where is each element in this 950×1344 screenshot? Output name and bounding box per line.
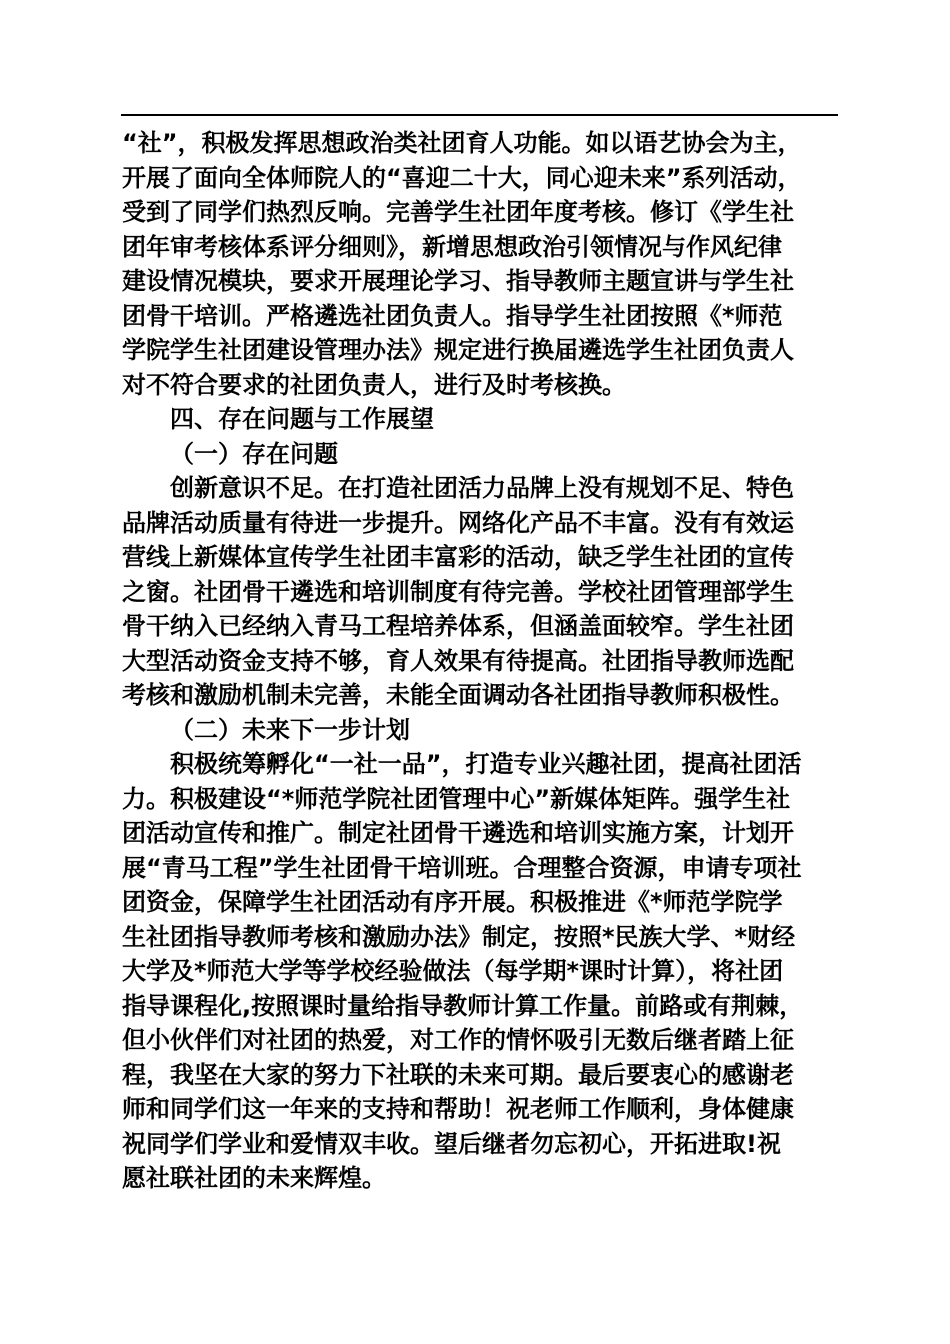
text-line: 品牌活动质量有待进一步提升。网络化产品不丰富。没有有效运 bbox=[122, 508, 794, 537]
text-line: 祝同学们学业和爱情双丰收。望后继者勿忘初心，开拓进取!祝 bbox=[122, 1129, 781, 1158]
text-line: （一）存在问题 bbox=[170, 439, 338, 468]
text-line: 指导课程化,按照课时量给指导教师计算工作量。前路或有荆棘， bbox=[122, 991, 804, 1020]
text-line: 团资金，保障学生社团活动有序开展。积极推进《*师范学院学 bbox=[122, 888, 783, 916]
text-line: 展“青马工程”学生社团骨干培训班。合理整合资源，申请专项社 bbox=[122, 853, 802, 882]
text-line: 创新意识不足。在打造社团活力品牌上没有规划不足、特色 bbox=[170, 474, 794, 502]
text-line: 学院学生社团建设管理办法》规定进行换届遴选学生社团负责人 bbox=[122, 336, 794, 364]
text-line: 开展了面向全体师院人的“喜迎二十大，同心迎未来”系列活动， bbox=[122, 163, 802, 192]
text-line: 力。积极建设“*师范学院社团管理中心”新媒体矩阵。强学生社 bbox=[122, 784, 791, 813]
text-line: 骨干纳入已经纳入青马工程培养体系，但涵盖面较窄。学生社团 bbox=[122, 612, 794, 640]
text-line: 积极统筹孵化“一社一品”，打造专业兴趣社团，提高社团活 bbox=[170, 750, 802, 778]
text-line: 团活动宣传和推广。制定社团骨干遴选和培训实施方案，计划开 bbox=[122, 819, 794, 847]
text-line: 程，我坚在大家的努力下社联的未来可期。最后要衷心的感谢老 bbox=[122, 1060, 794, 1089]
text-line: 之窗。社团骨干遴选和培训制度有待完善。学校社团管理部学生 bbox=[122, 577, 794, 606]
text-line: 四、存在问题与工作展望 bbox=[170, 405, 434, 433]
paragraph-h4-1 bbox=[122, 437, 840, 472]
text-line: 受到了同学们热烈反响。完善学生社团年度考核。修订《学生社 bbox=[122, 198, 794, 226]
paragraph-p1 bbox=[122, 126, 840, 402]
text-line: “社”，积极发挥思想政治类社团育人功能。如以语艺协会为主， bbox=[122, 129, 802, 157]
text-line: 但小伙伴们对社团的热爱，对工作的情怀吸引无数后继者踏上征 bbox=[122, 1026, 794, 1054]
paragraph-p2 bbox=[122, 471, 840, 713]
text-line: 愿社联社团的未来辉煌。 bbox=[122, 1164, 386, 1192]
text-line: 大学及*师范大学等学校经验做法（每学期*课时计算），将社团 bbox=[122, 957, 784, 985]
text-line: 大型活动资金支持不够，育人效果有待提高。社团指导教师选配 bbox=[122, 646, 794, 675]
text-line: 团骨干培训。严格遴选社团负责人。指导学生社团按照《*师范 bbox=[122, 301, 783, 330]
text-line: 营线上新媒体宣传学生社团丰富彩的活动，缺乏学生社团的宣传 bbox=[122, 543, 794, 571]
paragraph-h4-2 bbox=[122, 713, 840, 748]
header-rule bbox=[121, 114, 838, 116]
text-line: 对不符合要求的社团负责人，进行及时考核换。 bbox=[122, 370, 626, 399]
text-line: 建设情况模块，要求开展理论学习、指导教师主题宣讲与学生社 bbox=[122, 267, 794, 295]
text-line: 生社团指导教师考核和激励办法》制定，按照*民族大学、*财经 bbox=[122, 922, 796, 951]
text-line: 师和同学们这一年来的支持和帮助！祝老师工作顺利，身体健康 bbox=[122, 1095, 794, 1123]
paragraph-h4 bbox=[122, 402, 840, 437]
document-body bbox=[122, 126, 840, 1196]
text-line: （二）未来下一步计划 bbox=[170, 715, 410, 744]
text-line: 考核和激励机制未完善，未能全面调动各社团指导教师积极性。 bbox=[122, 681, 794, 709]
paragraph-p3 bbox=[122, 747, 840, 1196]
text-line: 团年审考核体系评分细则》，新增思想政治引领情况与作风纪律 bbox=[122, 232, 782, 261]
